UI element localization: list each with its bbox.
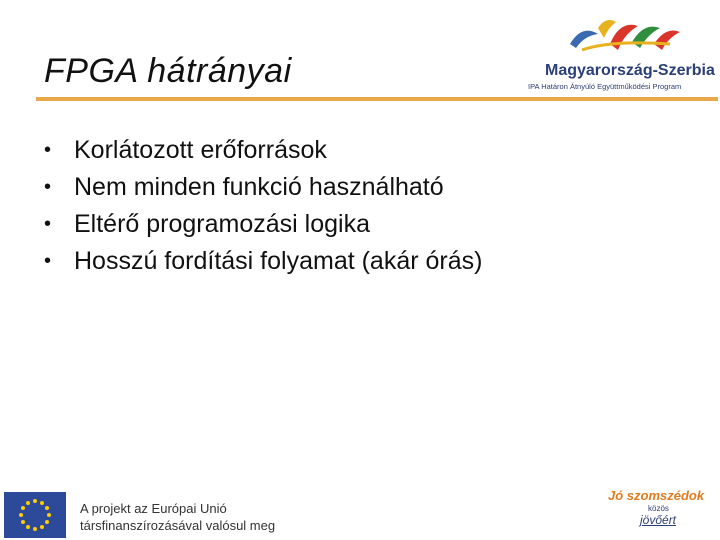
slogan-line3: jövőért: [640, 513, 677, 527]
bullet-text: Nem minden funkció használható: [74, 173, 444, 201]
eu-text-line1: A projekt az Európai Unió: [80, 501, 227, 516]
slogan-logo: [604, 488, 716, 538]
list-item: [44, 132, 482, 169]
bullet-text: Hosszú fordítási folyamat (akár órás): [74, 247, 483, 275]
program-logo-name: Magyarország-Szerbia: [545, 62, 715, 79]
slide-title: FPGA hátrányai: [44, 52, 292, 90]
list-item: [44, 206, 482, 243]
bullet-icon: •: [44, 139, 52, 161]
slogan-line1: Jó szomszédok: [608, 488, 705, 503]
eu-text-line2: társfinanszírozásával valósul meg: [80, 518, 276, 533]
bullet-icon: •: [44, 250, 52, 272]
list-item: [44, 169, 482, 206]
bullet-list: [44, 132, 482, 280]
bullet-icon: •: [44, 213, 52, 235]
eu-cofinancing-text: [80, 500, 275, 534]
slogan-line2: közös: [648, 504, 669, 513]
list-item: [44, 243, 482, 280]
bullet-text: Korlátozott erőforrások: [74, 136, 327, 164]
bullet-icon: •: [44, 176, 52, 198]
program-logo-subtitle: IPA Határon Átnyúló Együttműködési Program: [528, 82, 682, 91]
bullet-text: Eltérő programozási logika: [74, 210, 370, 238]
eu-flag-icon: [4, 492, 66, 538]
